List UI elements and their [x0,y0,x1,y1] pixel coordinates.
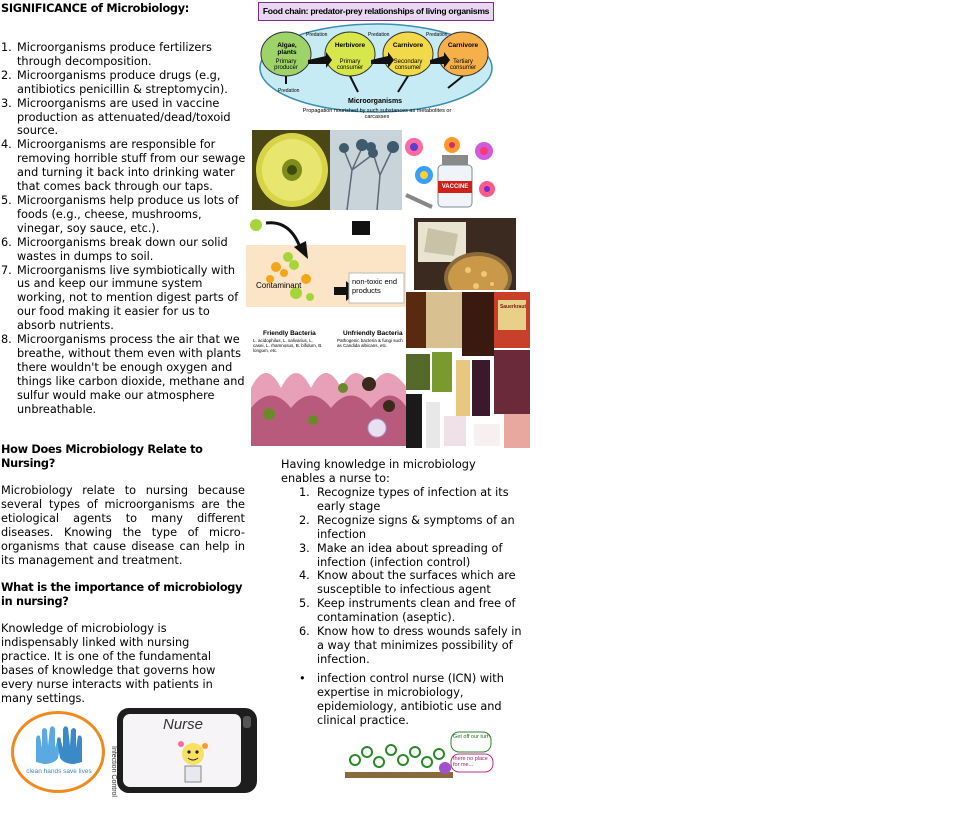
importance-body: Knowledge of microbiology is indispensably linked with nursing practice. It is one of the fundamental bases of knowledge that governs how every nurse interacts with patients in many settings. [1,622,216,705]
nursing-relation-heading: How Does Microbiology Relate to Nursing? [1,443,203,470]
list-item: 4. Know about the surfaces which are susceptible to infectious agent [299,569,516,597]
list-item: 6. Know how to dress wounds safely in a way that minimizes possibility of infection. [299,625,522,666]
list-item: 5. Microorganisms help produce us lots of foods (e.g., cheese, mushrooms, vinegar, soy sauce, etc.). [1,193,239,235]
clean-hands-logo [11,711,105,793]
foodchain-caption: Propagation nourished by such substances as metabolites or carcasses [302,108,452,120]
foodchain-node-name: Carnivore [392,42,424,49]
list-item: 6. Microorganisms break down our solid wastes in dumps to soil. [1,235,228,263]
list-item: 5. Keep instruments clean and free of contamination (aseptic). [299,597,516,625]
enables-intro: Having knowledge in microbiology enables a nurse to: [281,458,476,485]
bullet-dot: • [299,672,306,685]
penicillin-photo [252,130,402,210]
list-item: 3. Microorganisms are used in vaccine production as attenuated/dead/toxoid source. [1,96,231,138]
list-item: 1. Recognize types of infection at its early stage [299,486,509,513]
foodchain-diagram [258,2,494,120]
predation-label: Predation [278,88,300,94]
predation-label: Predation [368,32,390,38]
list-item: 7. Microorganisms live symbiotically with us and keep our immune system working, not to mention digest parts of our food making it easier for us to absorb nutrients. [1,263,239,333]
importance-heading: What is the importance of microbiology in nursing? [1,581,243,608]
list-item: 2. Microorganisms produce drugs (e.g, antibiotics penicillin & streptomycin). [1,68,228,96]
list-item: 8. Microorganisms process the air that we breathe, without them even with plants there wouldn't be enough oxygen and things like carbon dioxide, methane and sulfur would make our atmosphere unbreathable. [1,333,245,416]
foodchain-node-role: Tertiary consumer [449,59,477,71]
camera-icon [243,716,251,728]
foodchain-title: Food chain: predator-prey relationships of living organisms [258,2,494,21]
sauerkraut-label: Sauerkraut [499,304,527,310]
foodchain-node-name: Carnivore [447,42,479,49]
vaccine-clipart [402,135,497,213]
icn-bullet: • infection control nurse (ICN) with expertise in microbiology, epidemiology, antibiotic use and clinical practice. [299,672,504,727]
significance-title: SIGNIFICANCE of Microbiology: [1,2,189,15]
list-item: 1. Microorganisms produce fertilizers through decomposition. [1,41,212,68]
microorganisms-label: Microorganisms [348,98,403,105]
foodchain-node-role: Primary consumer [336,59,364,71]
list-item: 4. Microorganisms are responsible for removing horrible stuff from our sewage and turning it back into drinking water that comes back through our taps. [1,138,246,194]
infection-control-text: Infection Control [110,746,117,797]
bioremediation-diagram [246,215,406,307]
germs-cartoon [345,730,495,780]
predation-label: Predation [426,32,448,38]
foodchain-node-role: Primary producer [274,59,298,71]
nurse-script: Nurse [163,716,204,733]
phone-case [110,708,257,797]
foodchain-node-name: Algae, plants [277,42,297,56]
hands-icon [30,724,88,764]
gut-bacteria-illustration [251,328,407,446]
enables-list [299,486,529,667]
nursing-relation-body: Microbiology relate to nursing because several types of microorganisms are the etiological agents to many different diseases. Knowing the type of micro-organisms that cause disease can help in its management and treatment. [1,484,245,567]
list-item: 2. Recognize signs & symptoms of an infection [299,513,515,541]
foodchain-node-name: Herbivore [334,42,366,49]
friendly-bacteria-title: Friendly Bacteria [263,330,316,337]
predation-label: Predation [306,32,328,38]
unfriendly-bacteria-list: Pathogenic bacteria & fungi such as Candida albicans, etc. [337,338,403,348]
speech-bubble-2: there no place for me... [453,756,488,768]
list-item: 3. Make an idea about spreading of infection (infection control) [299,541,503,569]
significance-list [1,41,246,416]
vaccine-label: VACCINE [441,184,469,190]
friendly-bacteria-list: L. acidophilus, L. salivarius, L. casei, L. rhamnosus, B. bifidum, B. longum, etc. [253,338,323,353]
nurse-cartoon-icon [175,738,211,784]
logo-text: clean hands save lives [26,768,92,775]
product-label: non-toxic end products [352,277,398,295]
foodchain-node-role: Secondary consumer [393,59,423,71]
contaminant-label: Contaminant [256,281,302,290]
speech-bubble-1: Get off our turf! [453,734,490,740]
fermented-foods-collage [406,290,532,450]
unfriendly-bacteria-title: Unfriendly Bacteria [343,330,403,337]
